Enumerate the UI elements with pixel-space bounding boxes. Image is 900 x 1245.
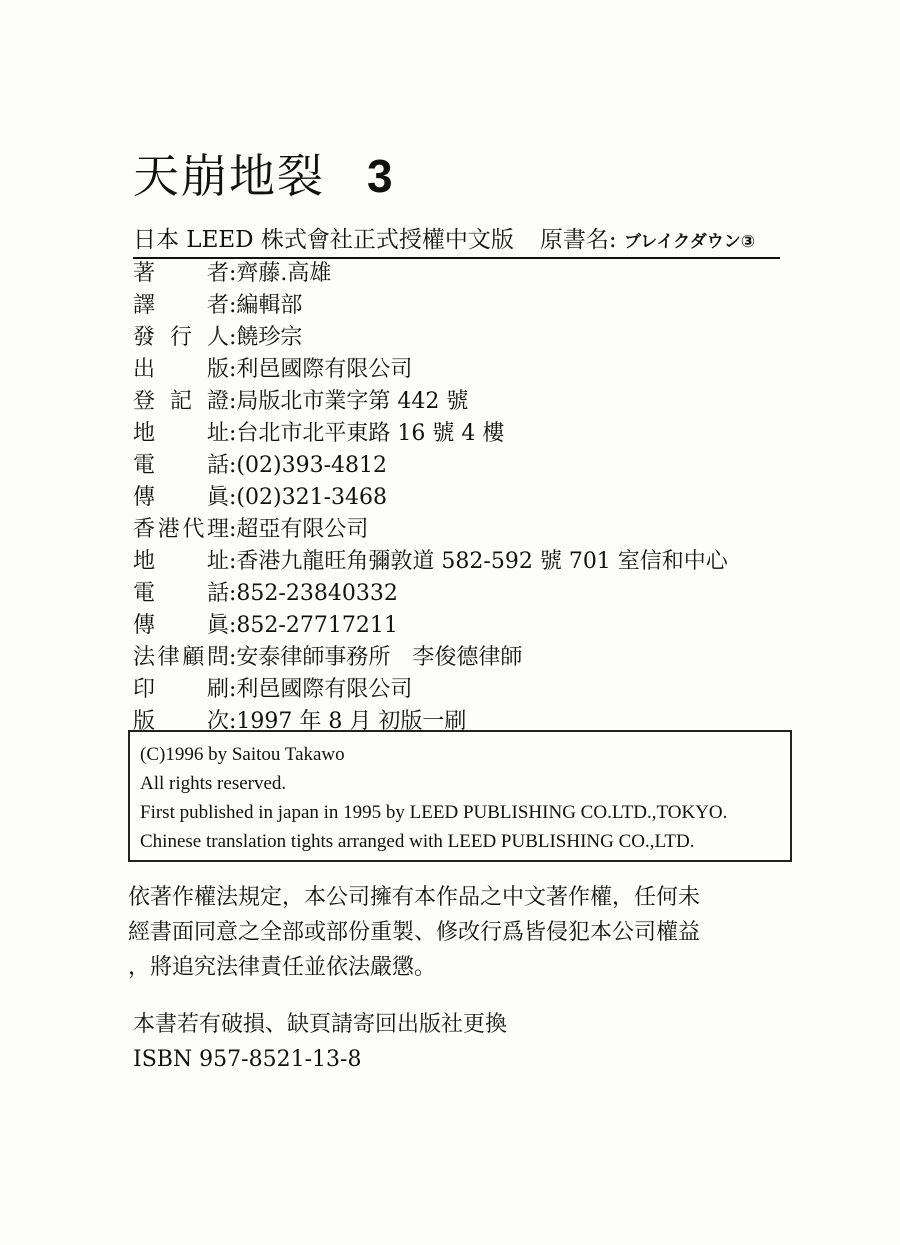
info-row: [133, 322, 728, 354]
info-value: 利邑國際有限公司: [236, 677, 413, 702]
original-title-value: ブレイクダウン③: [623, 232, 756, 251]
info-separator: :: [229, 325, 237, 350]
rights-line: (C)1996 by Saitou Takawo: [140, 744, 345, 765]
info-separator: :: [229, 549, 237, 574]
rights-line: All rights reserved.: [140, 773, 287, 794]
info-value: 台北市北平東路 16 號 4 樓: [236, 421, 505, 446]
info-value: (02)321-3468: [236, 485, 387, 510]
info-label: 譯 者: [133, 293, 229, 318]
info-separator: :: [229, 261, 237, 286]
info-label: 登記證: [133, 389, 229, 414]
info-value: 852-27717211: [236, 613, 398, 638]
info-row: [133, 290, 728, 322]
rights-line: First published in japan in 1995 by LEED PUBLISHING CO.LTD.,TOKYO.: [140, 802, 728, 823]
info-row: [133, 418, 728, 450]
info-label: 電 話: [133, 453, 229, 478]
info-row: [133, 386, 728, 418]
book-title: [133, 148, 395, 204]
info-value: 香港九龍旺角彌敦道 582-592 號 701 室信和中心: [236, 549, 728, 574]
info-label: 出 版: [133, 357, 229, 382]
info-separator: :: [229, 421, 237, 446]
info-label: 地 址: [133, 421, 229, 446]
info-row: [133, 674, 728, 706]
notice-line: 經書面同意之全部或部份重製、修改行爲皆侵犯本公司權益: [128, 920, 701, 945]
license-text: 日本 LEED 株式會社正式授權中文版: [133, 227, 514, 253]
license-statement: [133, 225, 780, 259]
info-value: 局版北市業字第 442 號: [236, 389, 469, 414]
info-row: [133, 642, 728, 674]
info-separator: :: [229, 453, 237, 478]
notice-line: 依著作權法規定，本公司擁有本作品之中文著作權，任何未: [128, 885, 701, 910]
info-separator: :: [229, 581, 237, 606]
info-row: [133, 610, 728, 642]
footer: [133, 1007, 507, 1077]
info-value: (02)393-4812: [236, 453, 387, 478]
book-volume-number: 3: [367, 150, 395, 202]
info-label: 發行人: [133, 325, 229, 350]
info-label: 傳 眞: [133, 485, 229, 510]
info-value: 超亞有限公司: [236, 517, 369, 542]
info-value: 饒珍宗: [236, 325, 303, 350]
info-separator: :: [229, 645, 237, 670]
info-row: [133, 450, 728, 482]
info-separator: :: [229, 389, 237, 414]
book-title-main: 天崩地裂: [133, 149, 325, 203]
rights-line: Chinese translation tights arranged with LEED PUBLISHING CO.,LTD.: [140, 831, 695, 852]
info-label: 香港代理: [133, 517, 229, 542]
info-label: 印 刷: [133, 677, 229, 702]
info-separator: :: [229, 485, 237, 510]
info-value: 編輯部: [236, 293, 303, 318]
copyright-notice: [128, 880, 788, 985]
info-value: 利邑國際有限公司: [236, 357, 413, 382]
info-value: 852-23840332: [236, 581, 398, 606]
info-row: [133, 578, 728, 610]
publication-info-list: [133, 258, 728, 738]
info-label: 著 者: [133, 261, 229, 286]
info-separator: :: [229, 677, 237, 702]
info-label: 電 話: [133, 581, 229, 606]
info-value: 齊藤.高雄: [236, 261, 332, 286]
isbn: ISBN 957-8521-13-8: [133, 1047, 362, 1072]
rights-box: [128, 730, 792, 862]
info-label: 傳 眞: [133, 613, 229, 638]
info-label: 版 次: [133, 709, 229, 734]
info-value: 安泰律師事務所 李俊德律師: [236, 645, 523, 670]
info-row: [133, 354, 728, 386]
info-label: 地 址: [133, 549, 229, 574]
info-row: [133, 482, 728, 514]
info-separator: :: [229, 357, 237, 382]
info-row: [133, 258, 728, 290]
info-row: [133, 546, 728, 578]
info-label: 法律顧問: [133, 645, 229, 670]
info-separator: :: [229, 517, 237, 542]
info-separator: :: [229, 293, 237, 318]
info-separator: :: [229, 613, 237, 638]
replacement-note: 本書若有破損、缺頁請寄回出版社更換: [133, 1012, 508, 1037]
notice-line: ，將追究法律責任並依法嚴懲。: [128, 955, 437, 980]
info-value: 1997 年 8 月 初版一刷: [236, 709, 467, 734]
info-row: [133, 514, 728, 546]
original-title-label: 原書名:: [539, 227, 617, 253]
info-separator: :: [229, 709, 237, 734]
